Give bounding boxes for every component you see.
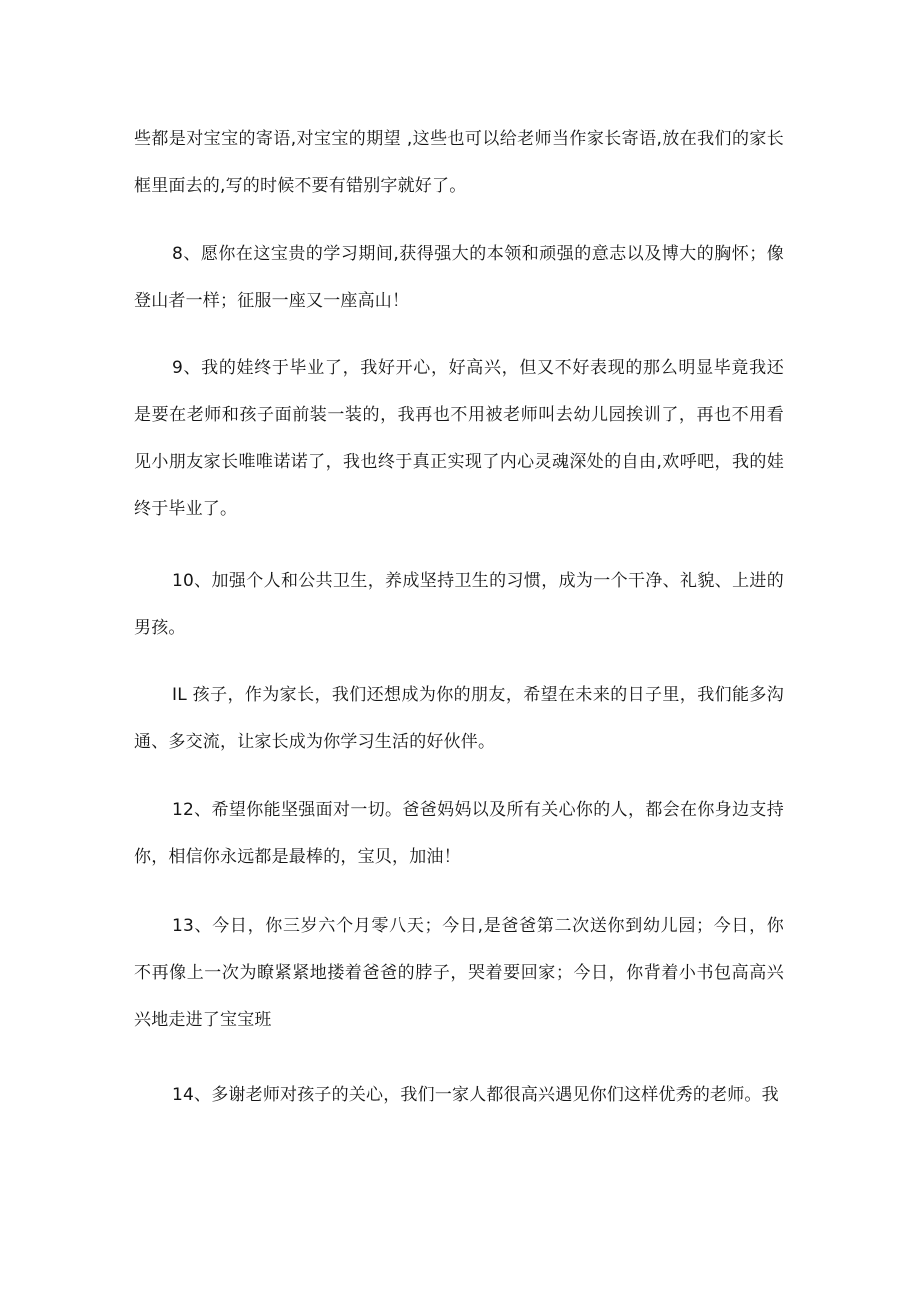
paragraph-item-8: 8、愿你在这宝贵的学习期间,获得强大的本领和顽强的意志以及博大的胸怀；像登山者一样；征服一座又一座高山！: [134, 244, 784, 311]
paragraph-item-12: 12、希望你能坚强面对一切。爸爸妈妈以及所有关心你的人，都会在你身边支持你，相信你永远都是最棒的，宝贝，加油！: [134, 800, 784, 867]
paragraph-item-13: 13、今日，你三岁六个月零八天；今日,是爸爸第二次送你到幼儿园；今日，你不再像上一次为瞭紧紧地搂着爸爸的脖子，哭着要回家；今日，你背着小书包高高兴兴地走进了宝宝班: [134, 916, 784, 1030]
paragraph-item-14: 14、多谢老师对孩子的关心，我们一家人都很高兴遇见你们这样优秀的老师。我: [172, 1085, 779, 1105]
paragraph-item-9: 9、我的娃终于毕业了，我好开心，好高兴，但又不好表现的那么明显毕竟我还是要在老师和孩子面前装一装的，我再也不用被老师叫去幼儿园挨训了，再也不用看见小朋友家长唯唯诺诺了，我也终于真正实现了内心灵魂深处的自由,欢呼吧，我的娃终于毕业了。: [134, 358, 784, 519]
paragraph-item-11: IL 孩子，作为家长，我们还想成为你的朋友，希望在未来的日子里，我们能多沟通、多交流，让家长成为你学习生活的好伙伴。: [134, 685, 784, 752]
paragraph-intro-continued: 些都是对宝宝的寄语,对宝宝的期望 ,这些也可以给老师当作家长寄语,放在我们的家长框里面去的,写的时候不要有错别字就好了。: [134, 129, 784, 196]
paragraph-item-10: 10、加强个人和公共卫生，养成坚持卫生的习惯，成为一个干净、礼貌、上进的男孩。: [134, 571, 784, 638]
